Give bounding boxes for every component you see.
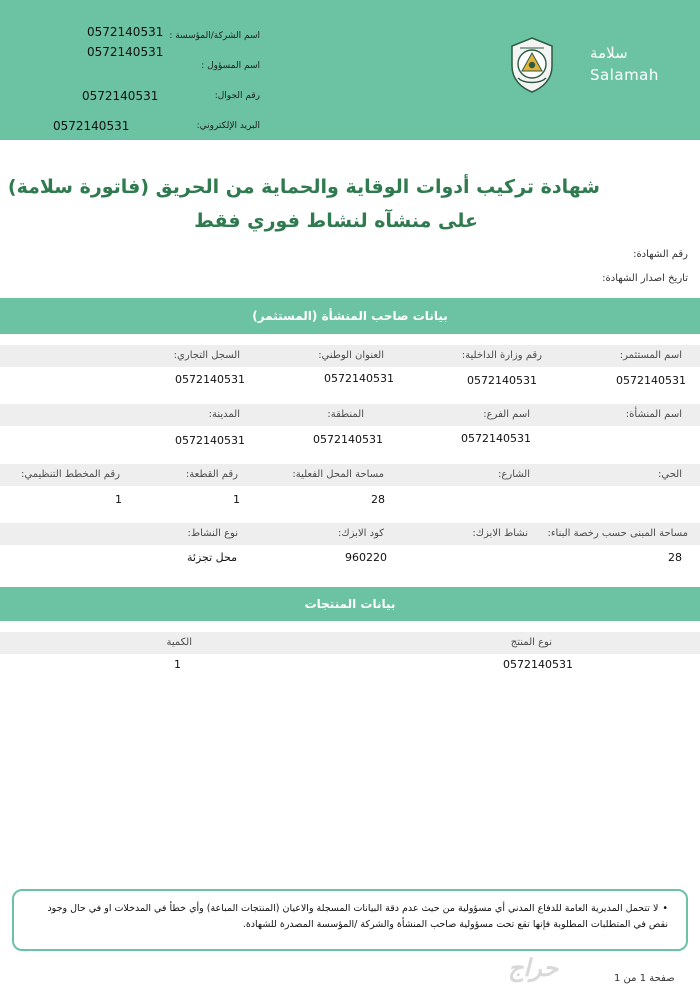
product-quantity-cell: 1 — [174, 658, 181, 671]
disclaimer-box — [12, 889, 688, 951]
investor-name-label: اسم المستثمر: — [619, 350, 682, 361]
license-activity-label: نشاط الابزك: — [472, 528, 528, 539]
cr-label: السجل التجاري: — [173, 350, 240, 361]
watermark: حراج — [508, 954, 559, 982]
page-title-line1: شهادة تركيب أدوات الوقاية والحماية من الحريق (فاتورة سلامة) — [7, 176, 600, 198]
mobile-value: 0572140531 — [82, 89, 159, 103]
plan-number-value: 1 — [115, 493, 122, 506]
investor-name-value: 0572140531 — [616, 374, 686, 387]
moi-number-value: 0572140531 — [467, 374, 537, 387]
national-address-value: 0572140531 — [324, 372, 394, 385]
brand-arabic: سلامة — [590, 44, 628, 62]
company-label: اسم الشركة/المؤسسة : — [169, 31, 260, 41]
email-label: البريد الإلكتروني: — [196, 121, 260, 131]
header-band — [0, 0, 700, 140]
street-label: الشارع: — [498, 469, 530, 480]
facility-name-label: اسم المنشأة: — [625, 409, 682, 420]
mobile-label: رقم الجوال: — [214, 91, 260, 101]
page-number: صفحة 1 من 1 — [614, 973, 675, 984]
national-address-label: العنوان الوطني: — [318, 350, 384, 361]
region-value: 0572140531 — [313, 433, 383, 446]
product-quantity-column-header: الكمية — [166, 637, 192, 648]
plan-number-label: رقم المخطط التنظيمي: — [21, 469, 120, 480]
disclaimer-body: لا تتحمل المديرية العامة للدفاع المدني أي مسؤولية من حيث عدم دقة البيانات المسجلة والاعيان (المنتجات المباعة) وأي خطأ في المدخلات او في حال وجود نقص في المتطلبات المطلوبة فإنها تقع تحت مسؤولية صاحب المنشأة والشركة /المؤسسة المصدرة للشهادة. — [47, 903, 668, 930]
branch-name-label: اسم الفرع: — [483, 409, 530, 420]
city-label: المدينة: — [208, 409, 240, 420]
region-label: المنطقة: — [327, 409, 364, 420]
license-code-label: كود الابزك: — [338, 528, 384, 539]
cr-value: 0572140531 — [175, 373, 245, 386]
actual-area-label: مساحة المحل الفعلية: — [292, 469, 384, 480]
email-value: 0572140531 — [53, 119, 130, 133]
bullet-icon: • — [662, 903, 668, 914]
actual-area-value: 28 — [371, 493, 385, 506]
district-label: الحي: — [658, 469, 682, 480]
responsible-value: 0572140531 — [87, 45, 164, 59]
civil-defense-emblem-icon — [506, 36, 558, 94]
activity-type-label: نوع النشاط: — [187, 528, 238, 539]
products-section-heading: بيانات المنتجات — [0, 587, 700, 621]
brand-english: Salamah — [590, 66, 659, 84]
building-area-label: مساحة المبنى حسب رخصة البناء: — [547, 528, 688, 539]
product-type-cell: 0572140531 — [503, 658, 573, 671]
owner-section-heading: بيانات صاحب المنشأة (المستثمر) — [0, 298, 700, 334]
product-type-column-header: نوع المنتج — [510, 637, 552, 648]
certificate-date-label: تاريخ اصدار الشهادة: — [602, 273, 688, 284]
page-title-line2: على منشآه لنشاط فوري فقط — [194, 210, 478, 232]
company-value: 0572140531 — [87, 25, 164, 39]
license-code-value: 960220 — [345, 551, 387, 564]
disclaimer-text — [28, 901, 668, 933]
responsible-label: اسم المسؤول : — [201, 61, 260, 71]
plot-number-label: رقم القطعة: — [185, 469, 238, 480]
moi-number-label: رقم وزارة الداخلية: — [461, 350, 542, 361]
activity-type-value: محل تجزئة — [186, 551, 237, 564]
certificate-number-label: رقم الشهادة: — [633, 249, 688, 260]
plot-number-value: 1 — [233, 493, 240, 506]
city-value: 0572140531 — [175, 434, 245, 447]
building-area-value: 28 — [668, 551, 682, 564]
branch-name-value: 0572140531 — [461, 432, 531, 445]
products-header-row — [0, 632, 700, 654]
